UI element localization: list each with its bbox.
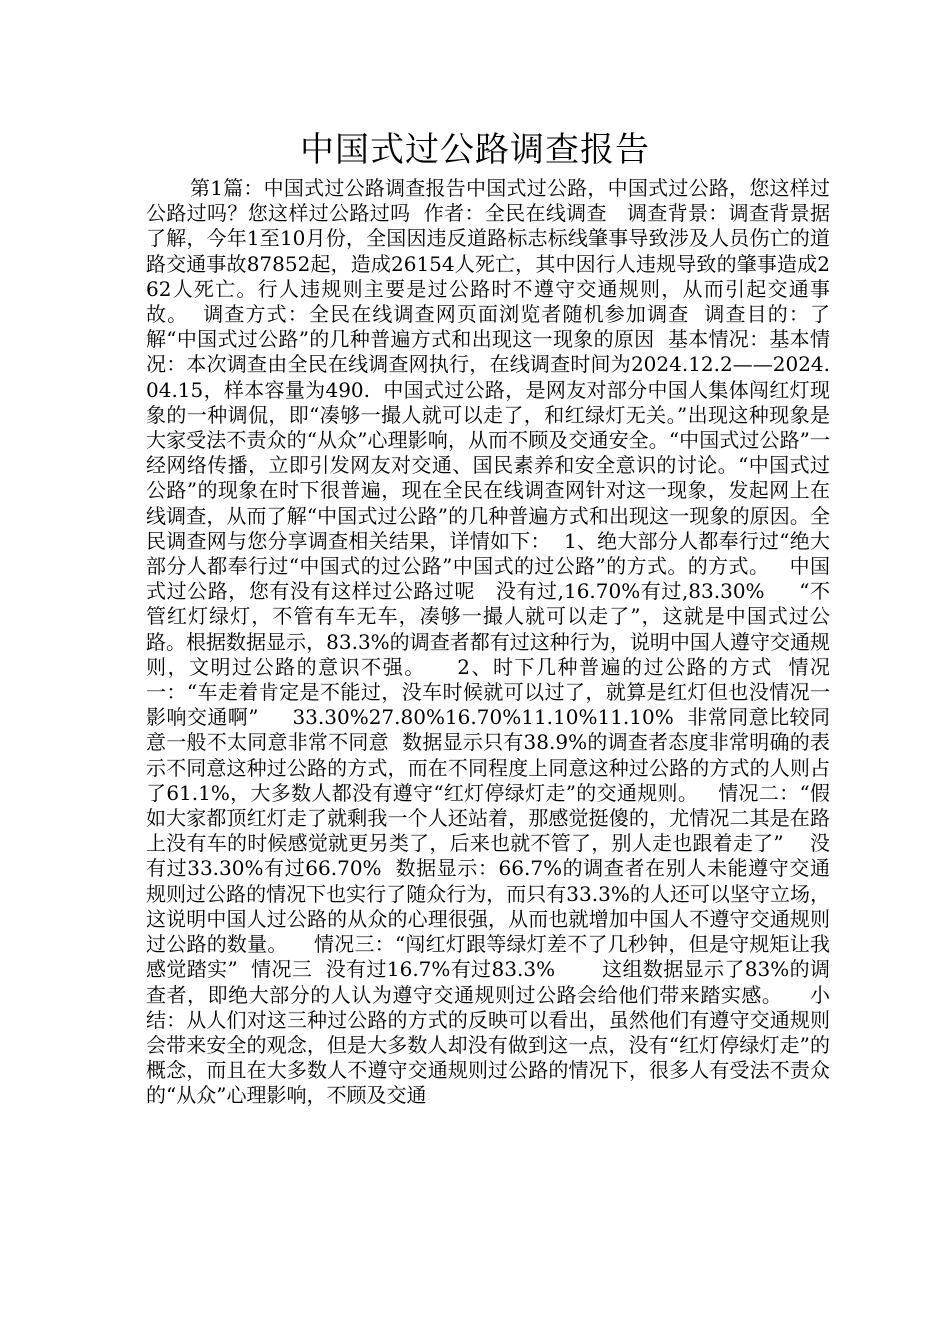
document-body: 第1篇：中国式过公路调查报告中国式过公路，中国式过公路，您这样过公路过吗？您这样过公路过吗 作者：全民在线调查 调查背景：调查背景据了解，今年1至10月份，全国因违反道路标志标线肇事导致涉及人员伤亡的道路交通事故87852起，造成26154人死亡，其中因行人违规导致的肇事造成262人死亡。行人违规则主要是过公路时不遵守交通规则，从而引起交通事故。 调查方式：全民在线调查网页面浏览者随机参加调查 调查目的：了解“中国式过公路”的几种普遍方式和出现这一现象的原因 基本情况：基本情况：本次调查由全民在线调查网执行，在线调查时间为2024.12.2——2024.04.15，样本容量为490. 中国式过公路，是网友对部分中国人集体闯红灯现象的一种调侃，即“凑够一撮人就可以走了，和红绿灯无关。”出现这种现象是大家受法不责众的“从众”心理影响，从而不顾及交通安全。“中国式过公路”一经网络传播，立即引发网友对交通、国民素养和安全意识的讨论。“中国式过公路”的现象在时下很普遍，现在全民在线调查网针对这一现象，发起网上在线调查，从而了解“中国式过公路”的几种普遍方式和出现这一现象的原因。全民调查网与您分享调查相关结果，详情如下： 1、绝大部分人都奉行过“绝大部分人都奉行过“中国式的过公路”中国式的过公路”的方式。的方式。 中国式过公路，您有没有这样过公路过呢 没有过,16.70%有过,83.30% “不管红灯绿灯，不管有车无车，凑够一撮人就可以走了”，这就是中国式过公路。根据数据显示，83.3%的调查者都有过这种行为，说明中国人遵守交通规则，文明过公路的意识不强。 2、时下几种普遍的过公路的方式 情况一：“车走着肯定是不能过，没车时候就可以过了，就算是红灯但也没情况一影响交通啊” 33.30%27.80%16.70%11.10%11.10% 非常同意比较同意一般不太同意非常不同意 数据显示只有38.9%的调查者态度非常明确的表示不同意这种过公路的方式，而在不同程度上同意这种过公路的方式的人则占了61.1%，大多数人都没有遵守“红灯停绿灯走”的交通规则。 情况二：“假如大家都顶红灯走了就剩我一个人还站着，那感觉挺傻的，尤情况二其是在路上没有车的时候感觉就更另类了，后来也就不管了，别人走也跟着走了” 没有过33.30%有过66.70% 数据显示：66.7%的调查者在别人未能遵守交通规则过公路的情况下也实行了随众行为，而只有33.3%的人还可以坚守立场，这说明中国人过公路的从众的心理很强，从而也就增加中国人不遵守交通规则过公路的数量。 情况三：“闯红灯跟等绿灯差不了几秒钟，但是守规矩让我感觉踏实” 情况三 没有过16.7%有过83.3% 这组数据显示了83%的调查者，即绝大部分的人认为遵守交通规则过公路会给他们带来踏实感。 小结：从人们对这三种过公路的方式的反映可以看出，虽然他们有遵守交通规则会带来安全的观念，但是大多数人却没有做到这一点，没有“红灯停绿灯走”的概念，而且在大多数人不遵守交通规则过公路的情况下，很多人有受法不责众的“从众”心理影响，不顾及交通	[146, 176, 830, 1108]
document-title: 中国式过公路调查报告	[300, 130, 650, 170]
